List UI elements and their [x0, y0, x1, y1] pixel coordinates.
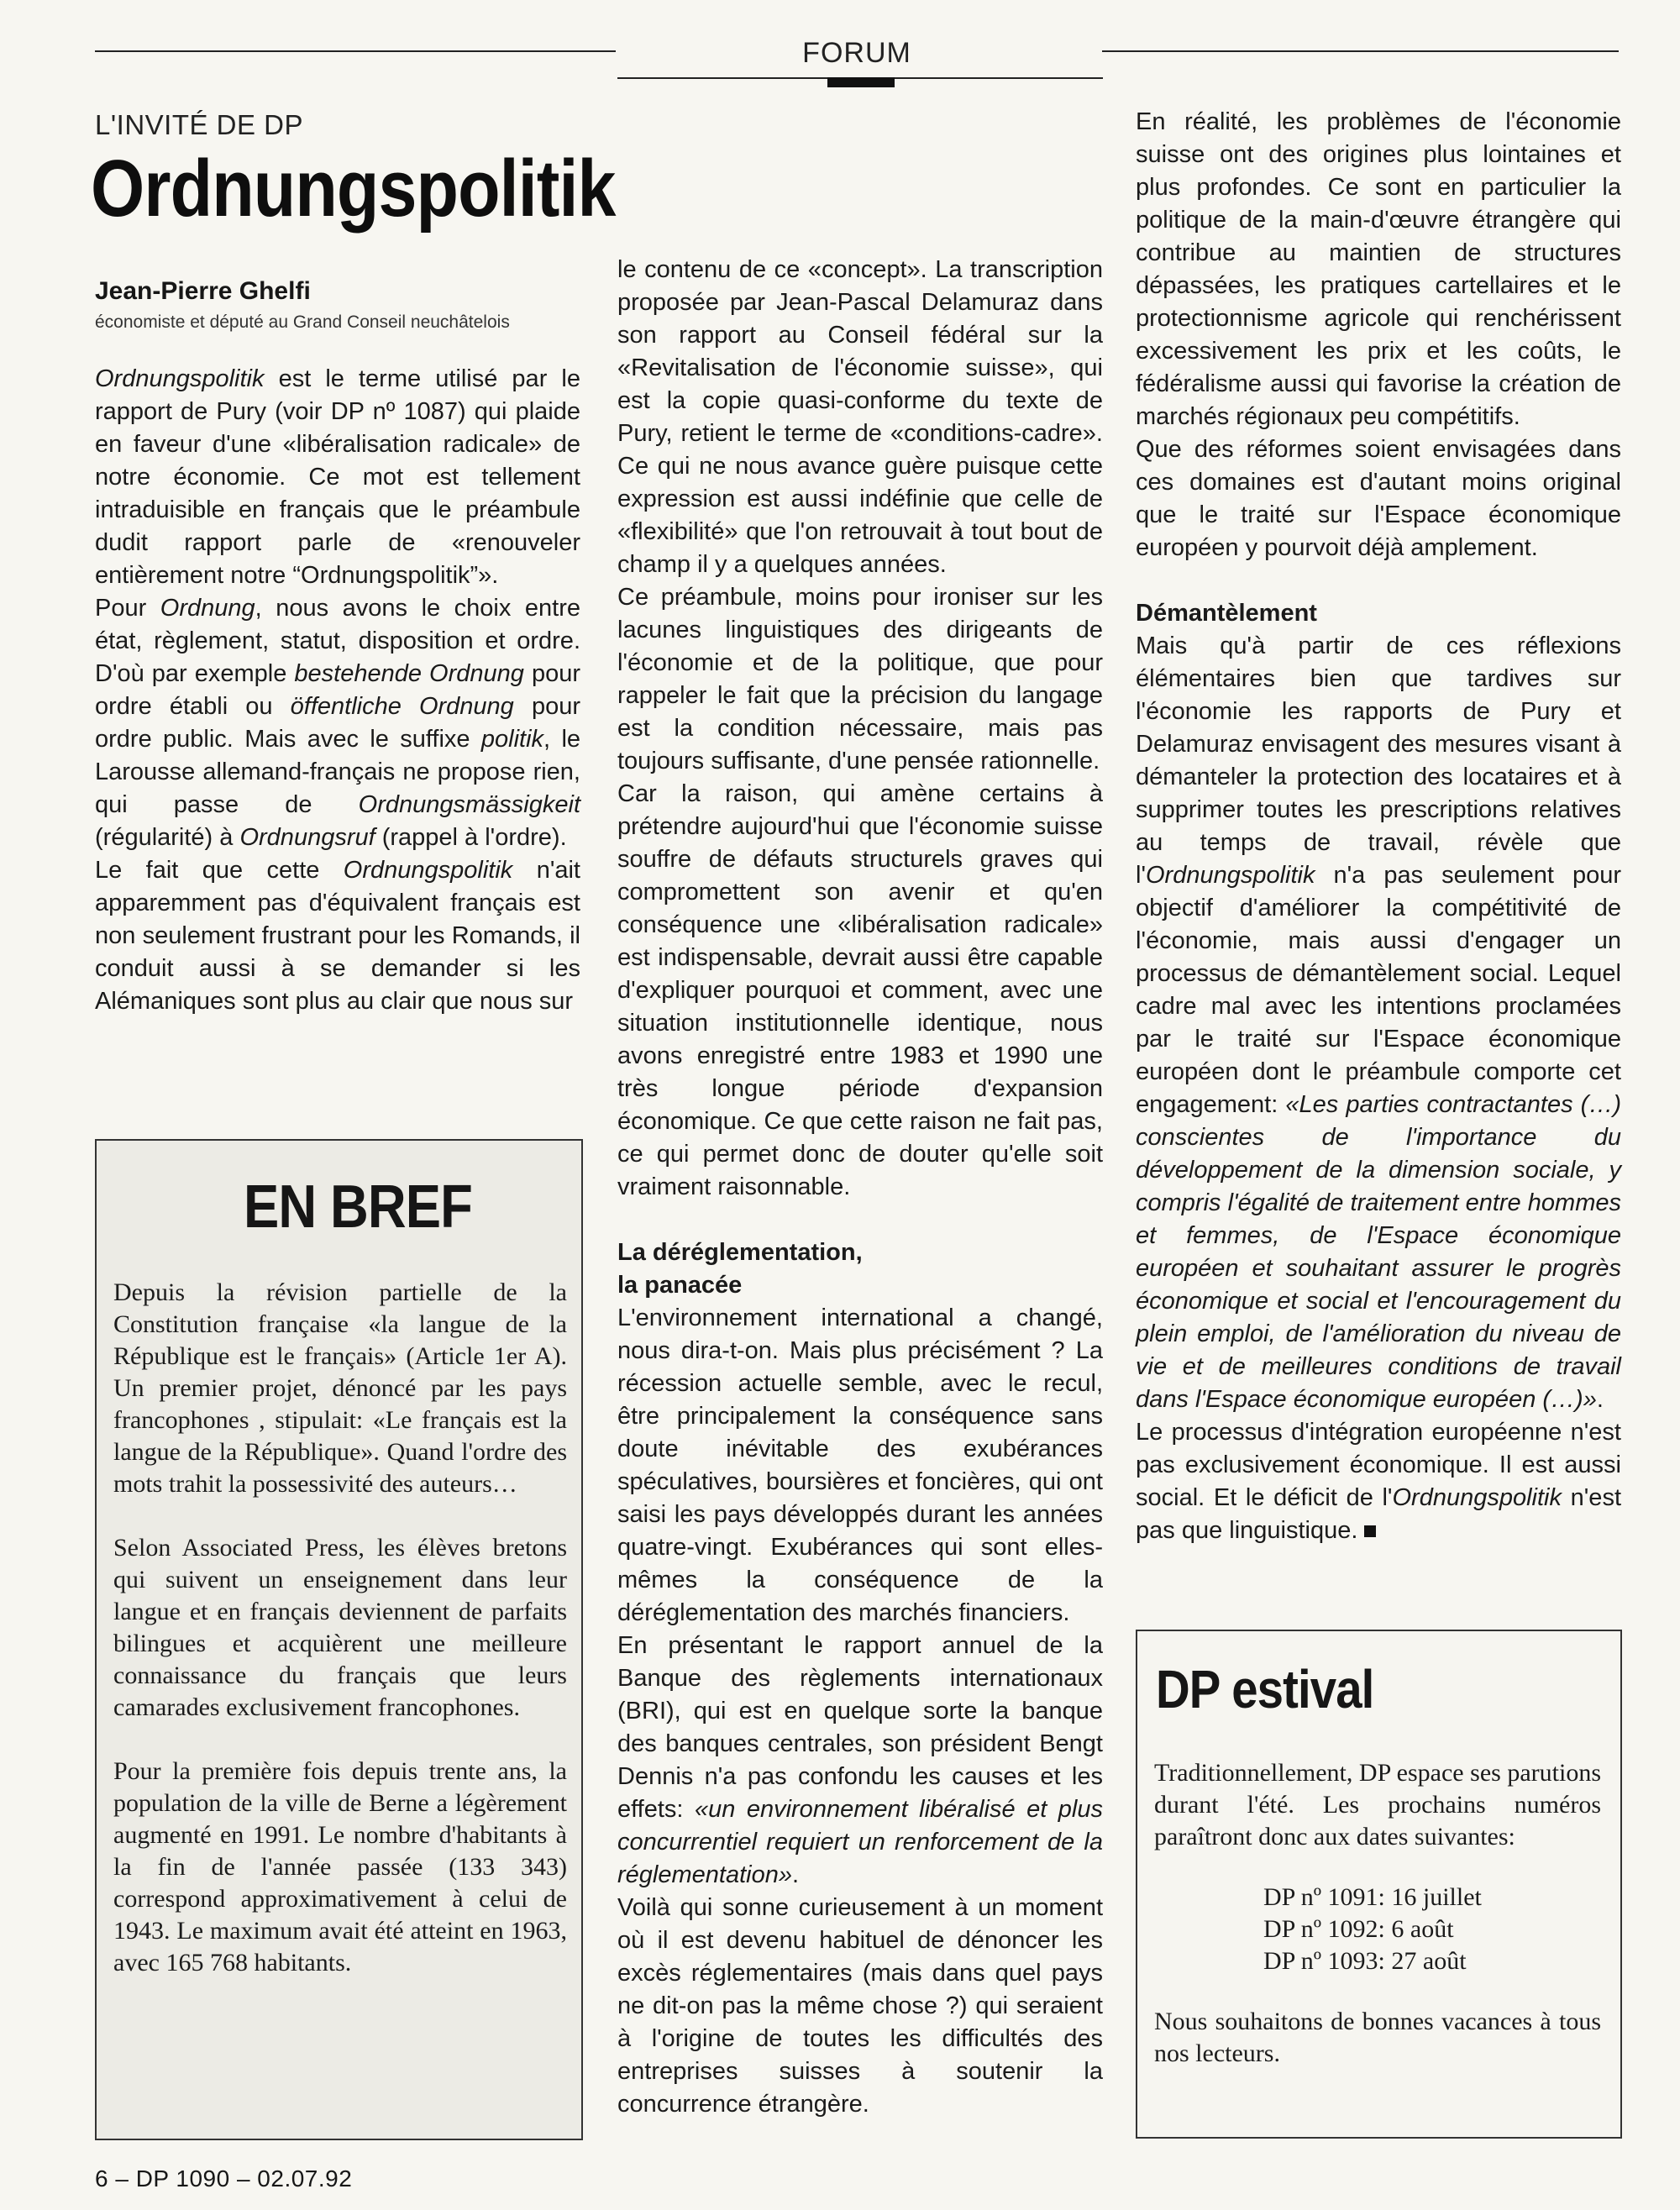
page-footer: 6 – DP 1090 – 02.07.92: [95, 2165, 353, 2192]
estival-outro: Nous souhaitons de bonnes vacances à tous nos lecteurs.: [1154, 2008, 1601, 2067]
article-title: Ordnungspolitik: [91, 144, 616, 234]
article-column-2: [617, 254, 1103, 2121]
paragraph: Car la raison, qui amène certains à prétendre aujourd'hui que l'économie suisse souffre de défauts structurels graves qui compromettent son avenir et qu'en conséquence une «libéralisation radicale» est indispensable, devrait aussi être capable d'expliquer pourquoi et comment, avec une situation institutionnelle identique, nous avons enregistré entre 1983 et 1990 une très longue période d'expansion économique. Ce que cette raison ne fait pas, ce qui permet donc de douter qu'elle soit vraiment raisonnable.: [617, 780, 1103, 1200]
paragraph: le contenu de ce «concept». La transcription proposée par Jean-Pascal Delamuraz dans son rapport au Conseil fédéral sur la «Revitalisation de l'économie suisse», qui est la copie quasi-conforme du texte de Pury, retient le terme de «conditions-cadre». Ce qui ne nous avance guère puisque cette expression est aussi indéfinie que celle de «flexibilité» que l'on retrouvait à tout bout de champ il y a quelques années.: [617, 256, 1103, 578]
estival-date: DP nº 1092: 6 août: [1263, 1915, 1454, 1943]
paragraph: Le processus d'intégration européenne n'est pas exclusivement économique. Il est aussi social. Et le déficit de l'Ordnungspolitik n'est pas que linguistique.: [1136, 1419, 1621, 1544]
header-rule-left: [95, 50, 616, 52]
en-bref-title: EN BREF: [244, 1173, 472, 1241]
dp-estival-text: [1154, 1757, 1601, 2070]
paragraph: Voilà qui sonne curieusement à un moment où il est devenu habituel de dénoncer les excès réglementaires (mais dans quel pays ne dit-on pas la même chose ?) qui seraient à l'origine de toutes les difficultés des entreprises suisses à soutenir la concurrence étrangère.: [617, 1894, 1103, 2118]
author-role: économiste et député au Grand Conseil neuchâtelois: [95, 312, 510, 332]
section-bar: [827, 77, 895, 87]
section-label: FORUM: [802, 37, 911, 69]
author-name: Jean-Pierre Ghelfi: [95, 277, 311, 305]
subheading: La déréglementation, la panacée: [617, 1239, 863, 1299]
paragraph: L'environnement international a changé, nous dira-t-on. Mais plus précisément ? La récession actuelle semble, avec le recul, être principalement la conséquence sans doute inévitable des exubérances spéculatives, boursières et foncières, qui ont saisi les pays développés durant les années quatre-vingt. Exubérances qui sont elles-mêmes la conséquence de la déréglementation des marchés financiers.: [617, 1304, 1103, 1626]
paragraph: En présentant le rapport annuel de la Banque des règlements internationaux (BRI), qui est en quelque sorte la banque des banques centrales, son président Bengt Dennis n'a pas confondu les causes et les effets: «un environnement libéralisé et plus concurrentiel requiert un renforcement de la réglementation».: [617, 1632, 1103, 1888]
brief-item: Selon Associated Press, les élèves bretons qui suivent un enseignement dans leur langue et en français deviennent de parfaits bilingues et acquièrent une meilleure connaissance du français que leurs camarades exclusivement francophones.: [113, 1534, 567, 1721]
estival-dates: [1154, 1882, 1601, 1977]
header-rule-right: [1102, 50, 1619, 52]
dp-estival-title: DP estival: [1156, 1659, 1374, 1719]
kicker: L'INVITÉ DE DP: [95, 109, 304, 140]
article-column-3: [1136, 106, 1621, 1547]
article-column-1: [95, 363, 580, 1018]
paragraph: Mais qu'à partir de ces réflexions élémentaires bien que tardives sur l'économie les rapports de Pury et Delamuraz envisagent des mesures visant à démanteler la protection des locataires et à supprimer toutes les prescriptions relatives au temps de travail, révèle que l'Ordnungspolitik n'a pas seulement pour objectif d'améliorer la compétitivité de l'économie, mais aussi d'engager un processus de démantèlement social. Lequel cadre mal avec les intentions proclamées par le traité sur l'Espace économique européen dont le préambule comporte cet engagement: «Les parties contractantes (…) conscientes de l'importance du développement de la dimension sociale, y compris l'égalité de traitement entre hommes et femmes, de l'Espace économique européen et souhaitant assurer le progrès économique et social et l'encouragement du plein emploi, de l'amélioration du niveau de vie et de meilleures conditions de travail dans l'Espace économique européen (…)».: [1136, 633, 1621, 1413]
estival-date: DP nº 1093: 27 août: [1263, 1947, 1467, 1975]
subheading: Démantèlement: [1136, 600, 1317, 627]
estival-intro: Traditionnellement, DP espace ses parutions durant l'été. Les prochains numéros paraîtront donc aux dates suivantes:: [1154, 1759, 1601, 1850]
paragraph: Que des réformes soient envisagées dans ces domaines est d'autant moins original que le traité sur l'Espace économique européen y pourvoit déjà amplement.: [1136, 436, 1621, 561]
brief-item: Pour la première fois depuis trente ans, la population de la ville de Berne a légèrement augmenté en 1991. Le nombre d'habitants à la fin de l'année passée (133 343) correspond approximativement à celui de 1943. Le maximum avait été atteint en 1963, avec 165 768 habitants.: [113, 1757, 567, 1976]
brief-item: Depuis la révision partielle de la Constitution française «la langue de la République est le français» (Article 1er A). Un premier projet, dénoncé par les pays francophones , stipulait: «Le français est la langue de la République». Quand l'ordre des mots trahit la possessivité des auteurs…: [113, 1278, 567, 1498]
paragraph: Le fait que cette Ordnungspolitik n'ait apparemment pas d'équivalent français est non seulement frustrant pour les Romands, il conduit aussi à se demander si les Alémaniques sont plus au clair que nous sur: [95, 857, 580, 1015]
end-mark: [1364, 1525, 1376, 1537]
en-bref-text: [113, 1277, 567, 1979]
paragraph: En réalité, les problèmes de l'économie suisse ont des origines plus lointaines et plus profondes. Ce sont en particulier la politique de la main-d'œuvre étrangère qui contribue au maintien de structures dépassées, les pratiques cartellaires et le protectionnisme agricole qui renchérissent excessivement les prix et les coûts, le fédéralisme aussi qui favorise la création de marchés régionaux peu compétitifs.: [1136, 108, 1621, 430]
paragraph: Ordnungspolitik est le terme utilisé par le rapport de Pury (voir DP nº 1087) qui plaide en faveur d'une «libéralisation radicale» de notre économie. Ce mot est tellement intraduisible en français que le préambule dudit rapport parle de «renouveler entièrement notre “Ordnungspolitik”».: [95, 365, 580, 589]
paragraph: Pour Ordnung, nous avons le choix entre état, règlement, statut, disposition et ordre. D'où par exemple bestehende Ordnung pour ordre établi ou öffentliche Ordnung pour ordre public. Mais avec le suffixe politik, le Larousse allemand-français ne propose rien, qui passe de Ordnungsmässigkeit (régularité) à Ordnungsruf (rappel à l'ordre).: [95, 595, 581, 851]
en-bref-box: [95, 1139, 583, 2140]
paragraph: Ce préambule, moins pour ironiser sur les lacunes linguistiques des dirigeants de l'économie et de la politique, que pour rappeler le fait que la précision du langage est la condition nécessaire, mais pas toujours suffisante, d'une pensée rationnelle.: [617, 584, 1103, 774]
dp-estival-box: [1136, 1630, 1622, 2139]
estival-date: DP nº 1091: 16 juillet: [1263, 1883, 1482, 1911]
